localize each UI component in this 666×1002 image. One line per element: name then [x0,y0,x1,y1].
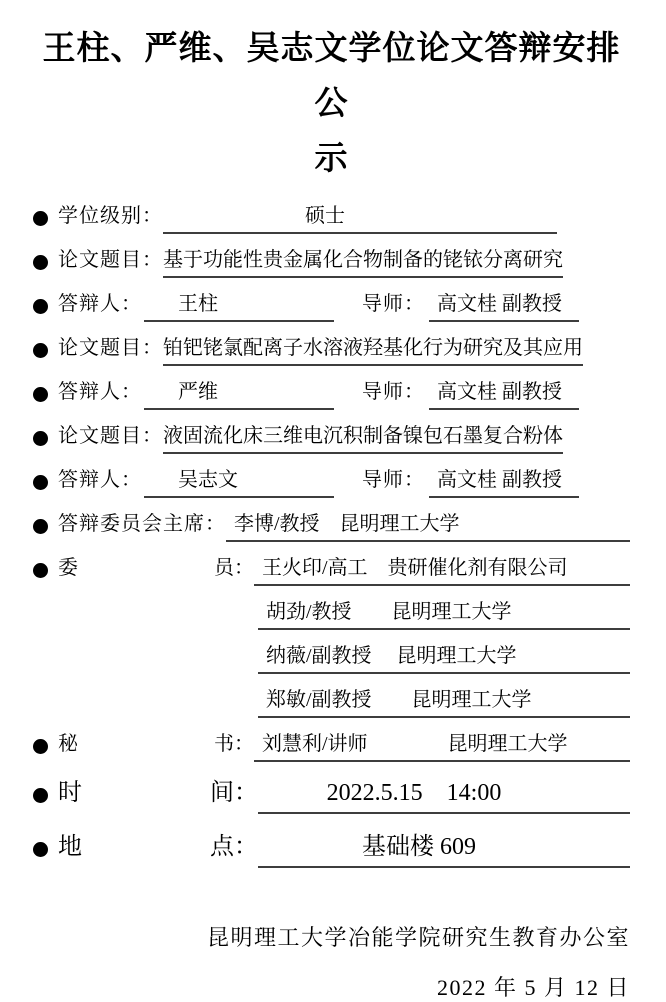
advisor-label: 导师： [362,469,425,491]
time-value: 2022.5.15 14:00 [258,776,630,814]
bullet-icon [33,387,48,402]
place-label-first: 地 [58,834,82,860]
degree-level-value: 硕士 [163,202,557,234]
defender-label: 答辩人： [58,469,142,491]
bullet-icon [33,343,48,358]
committee-member-2: 胡劲/教授 昆明理工大学 [258,598,630,630]
row-committee-member-3 [33,642,630,674]
thesis-title-2-value: 铂钯铑氯配离子水溶液羟基化行为研究及其应用 [163,334,583,366]
advisor-label: 导师： [362,293,425,315]
row-thesis-title-1 [33,246,630,278]
row-defender-1 [33,290,630,322]
row-degree-level [33,202,630,234]
bullet-icon [33,211,48,226]
degree-level-label: 学位级别： [58,205,163,227]
row-secretary [33,730,630,762]
defender-3-name: 吴志文 [144,466,334,498]
secretary-label-second: 书： [214,733,254,755]
thesis-title-1-value: 基于功能性贵金属化合物制备的铑铱分离研究 [163,246,563,278]
row-committee-chairman [33,510,630,542]
bullet-icon [33,842,48,857]
page-title-line1: 王柱、严维、吴志文学位论文答辩安排公 [42,29,621,121]
committee-member-1: 王火印/高工 贵研催化剂有限公司 [254,554,630,586]
committee-label [58,554,254,582]
time-label-first: 时 [58,780,82,806]
secretary-label-first: 秘 [58,733,78,755]
row-defender-2 [33,378,630,410]
place-value: 基础楼 609 [258,830,630,868]
advisor-1-name: 高文桂 副教授 [429,290,579,322]
time-label-second: 间： [210,780,258,806]
defender-1-name: 王柱 [144,290,334,322]
row-committee-member-4 [33,686,630,718]
row-place [33,830,630,868]
row-time [33,776,630,814]
bullet-icon [33,739,48,754]
row-defender-3 [33,466,630,498]
chairman-value: 李博/教授 昆明理工大学 [226,510,630,542]
thesis-title-label: 论文题目： [58,337,163,359]
bullet-icon [33,563,48,578]
place-label-second: 点： [210,834,258,860]
committee-label-second: 员： [214,557,254,579]
row-committee-members [33,554,630,586]
advisor-label: 导师： [362,381,425,403]
bullet-icon [33,788,48,803]
committee-label-first: 委 [58,557,78,579]
committee-member-3: 纳薇/副教授 昆明理工大学 [258,642,630,674]
chairman-label: 答辩委员会主席： [58,513,226,535]
time-label [58,776,258,810]
bullet-icon [33,255,48,270]
page-title-line2: 示 [314,139,349,176]
issuing-office: 昆明理工大学冶能学院研究生教育办公室 [206,925,630,950]
advisor-3-name: 高文桂 副教授 [429,466,579,498]
bullet-icon [33,431,48,446]
page-title [33,20,630,185]
bullet-icon [33,299,48,314]
row-thesis-title-3 [33,422,630,454]
defender-2-name: 严维 [144,378,334,410]
place-label [58,830,258,864]
issue-date: 2022 年 5 月 12 日 [436,975,630,1000]
row-thesis-title-2 [33,334,630,366]
secretary-value: 刘慧利/讲师 昆明理工大学 [254,730,630,762]
row-committee-member-2 [33,598,630,630]
committee-member-4: 郑敏/副教授 昆明理工大学 [258,686,630,718]
bullet-icon [33,519,48,534]
defender-label: 答辩人： [58,293,142,315]
thesis-title-3-value: 液固流化床三维电沉积制备镍包石墨复合粉体 [163,422,563,454]
thesis-title-label: 论文题目： [58,249,163,271]
document-footer [33,924,630,1002]
defender-label: 答辩人： [58,381,142,403]
advisor-2-name: 高文桂 副教授 [429,378,579,410]
bullet-icon [33,475,48,490]
secretary-label [58,730,254,758]
thesis-title-label: 论文题目： [58,425,163,447]
